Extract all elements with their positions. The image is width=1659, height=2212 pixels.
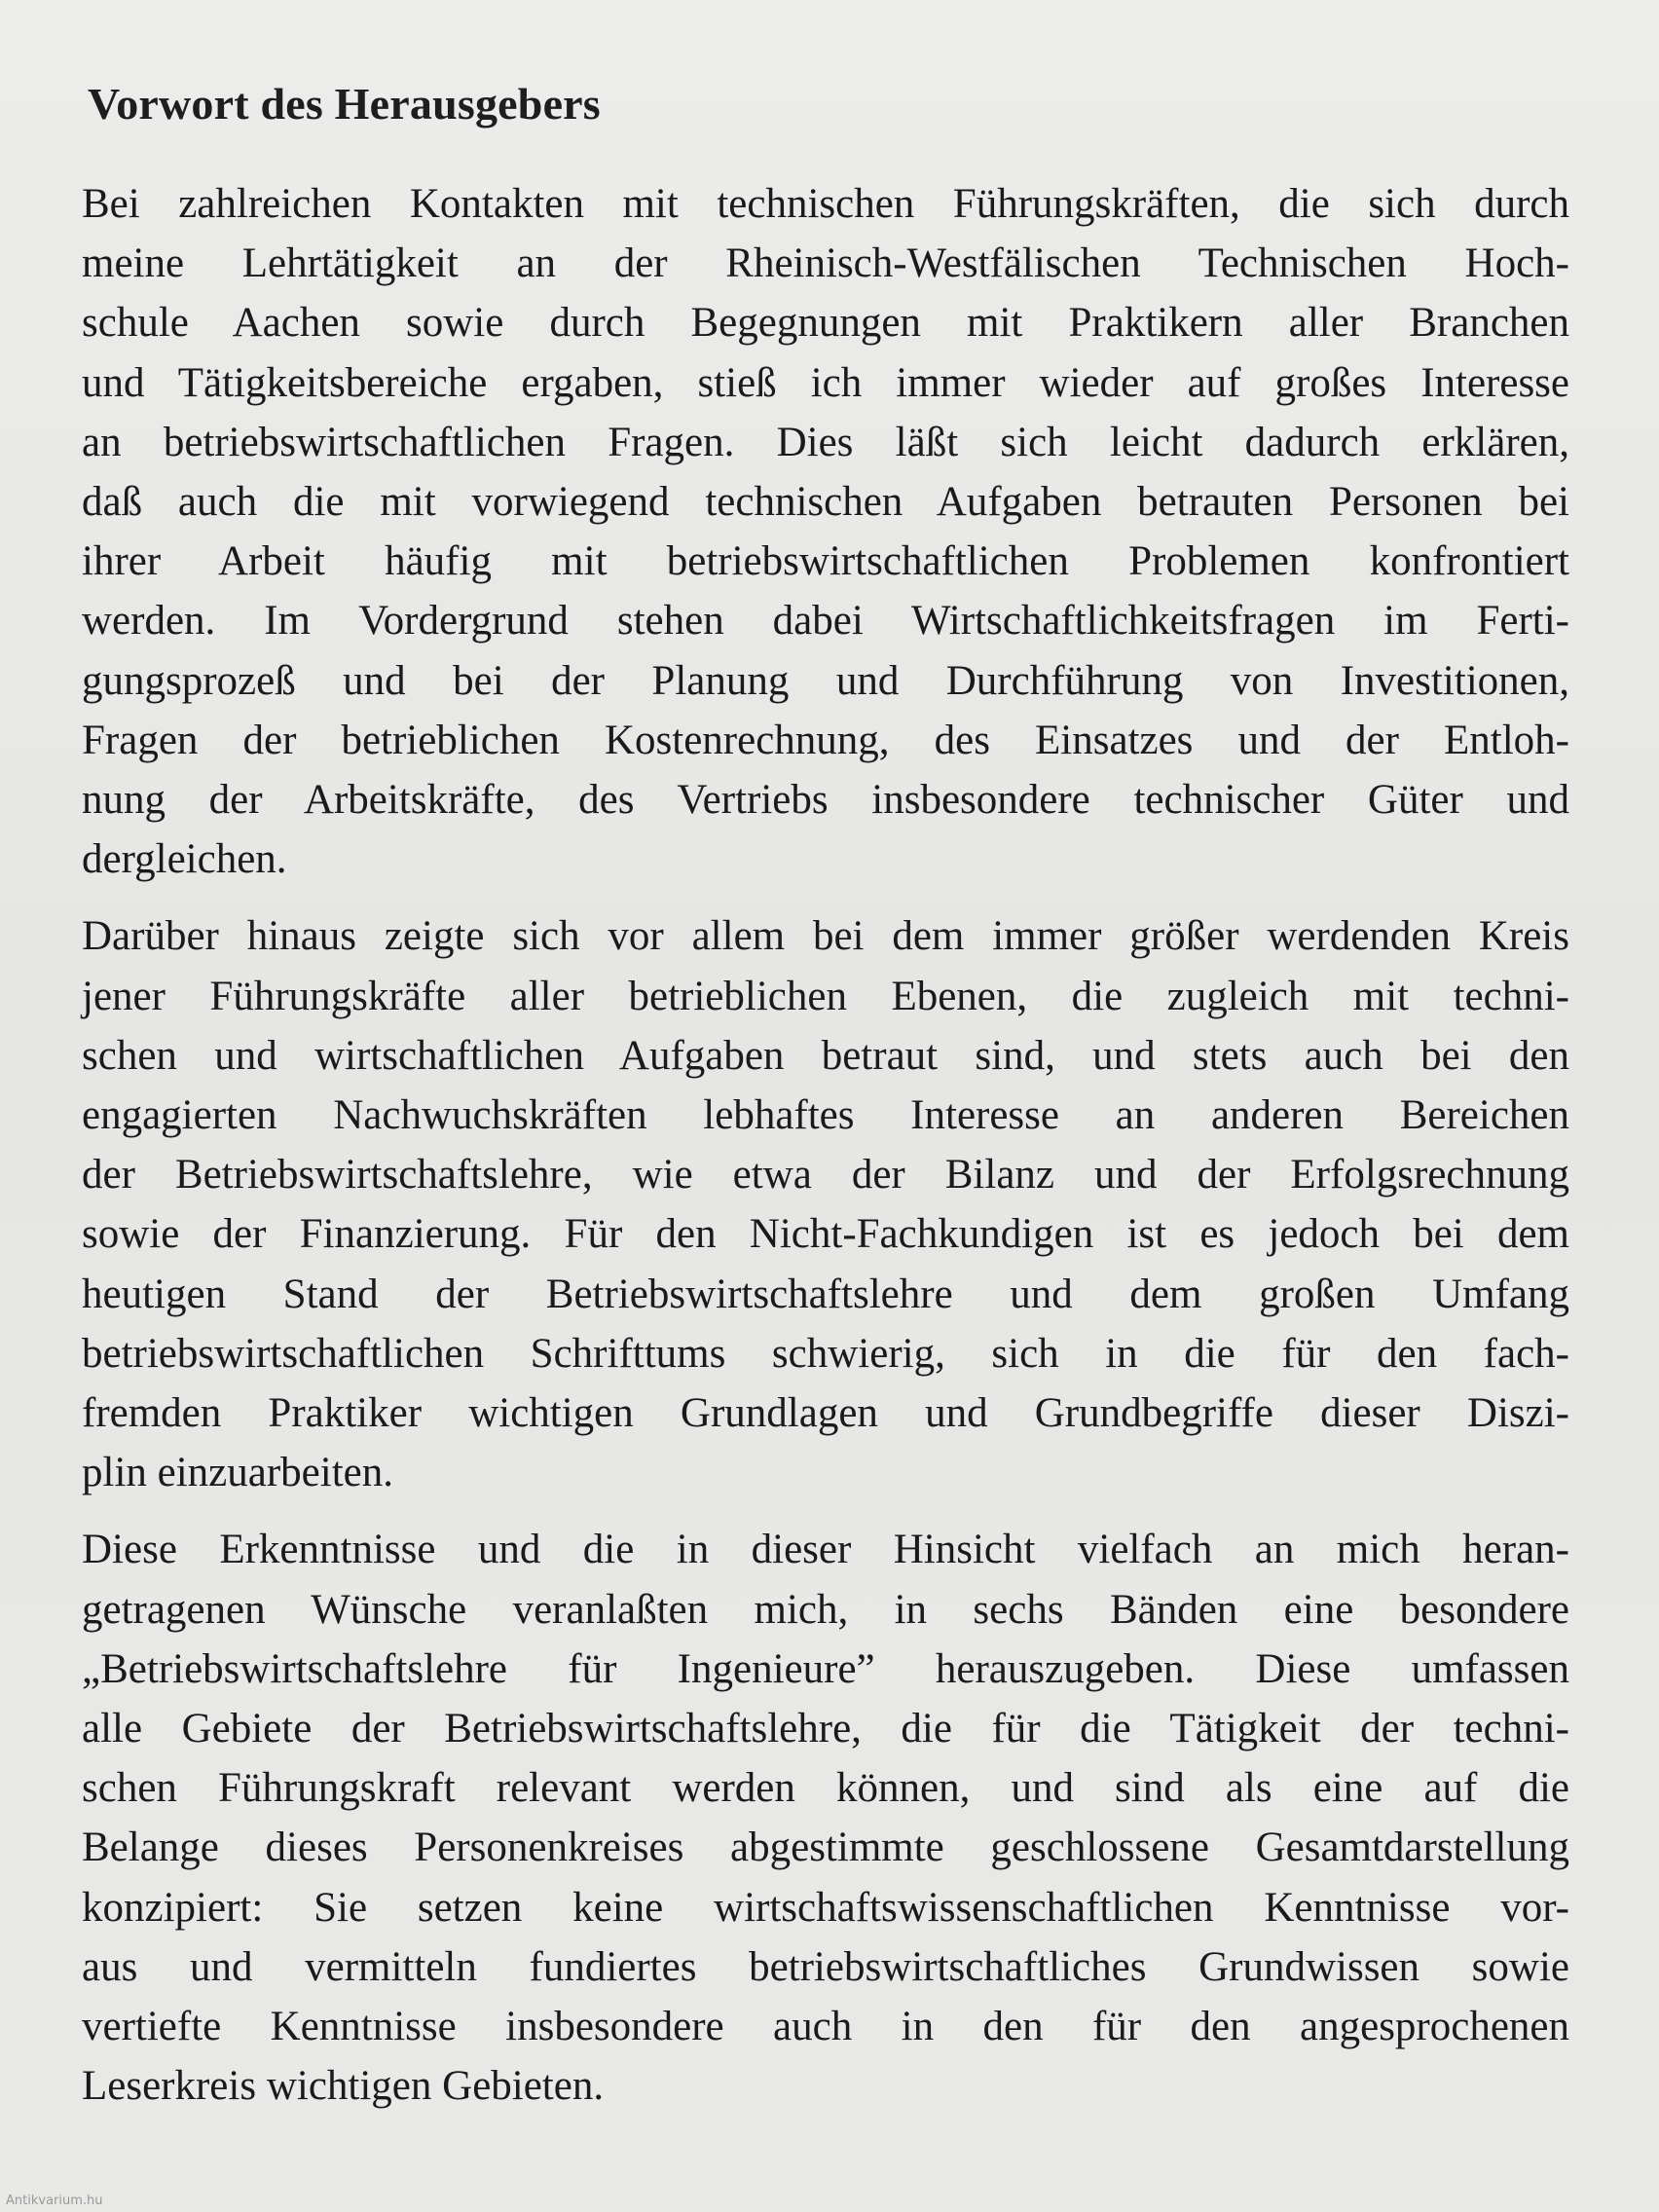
text-line: gungsprozeß und bei der Planung und Durchführung von Investitionen, — [82, 657, 1569, 704]
paragraph-1 — [82, 174, 1569, 889]
text-line: betriebswirtschaftlichen Schrifttums schwierig, sich in die für den fach- — [82, 1330, 1569, 1377]
text-line: dergleichen. — [82, 836, 287, 883]
page-title: Vorwort des Herausgebers — [88, 79, 601, 129]
text-line: Leserkreis wichtigen Gebieten. — [82, 2063, 605, 2110]
text-line: und Tätigkeitsbereiche ergaben, stieß ich immer wieder auf großes Interesse — [82, 359, 1569, 406]
text-line: meine Lehrtätigkeit an der Rheinisch-Westfälischen Technischen Hoch- — [82, 240, 1569, 287]
text-line: an betriebswirtschaftlichen Fragen. Dies läßt sich leicht dadurch erklären, — [82, 419, 1569, 465]
text-line: engagierten Nachwuchskräften lebhaftes Interesse an anderen Bereichen — [82, 1092, 1569, 1139]
text-line: konzipiert: Sie setzen keine wirtschaftswissenschaftlichen Kenntnisse vor- — [82, 1884, 1569, 1931]
text-line: schen und wirtschaftlichen Aufgaben betraut sind, und stets auch bei den — [82, 1032, 1569, 1079]
text-line: schen Führungskraft relevant werden können, und sind als eine auf die — [82, 1765, 1569, 1812]
text-line: Bei zahlreichen Kontakten mit technischen Führungskräften, die sich durch — [82, 181, 1569, 227]
text-line: Fragen der betrieblichen Kostenrechnung, des Einsatzes und der Entloh- — [82, 717, 1569, 763]
text-line: Darüber hinaus zeigte sich vor allem bei dem immer größer werdenden Kreis — [82, 913, 1569, 960]
paragraph-2 — [82, 906, 1569, 1502]
text-line: fremden Praktiker wichtigen Grundlagen und Grundbegriffe dieser Diszi- — [82, 1390, 1569, 1437]
text-line: „Betriebswirtschaftslehre für Ingenieure” herauszugeben. Diese umfassen — [82, 1645, 1569, 1692]
watermark: Antikvarium.hu — [6, 2194, 103, 2208]
text-line: werden. Im Vordergrund stehen dabei Wirtschaftlichkeitsfragen im Ferti- — [82, 598, 1569, 645]
text-line: vertiefte Kenntnisse insbesondere auch in den für den angesprochenen — [82, 2004, 1569, 2050]
text-line: heutigen Stand der Betriebswirtschaftslehre und dem großen Umfang — [82, 1271, 1569, 1317]
text-line: sowie der Finanzierung. Für den Nicht-Fachkundigen ist es jedoch bei dem — [82, 1211, 1569, 1258]
paragraph-3 — [82, 1520, 1569, 2116]
text-line: alle Gebiete der Betriebswirtschaftslehre, die für die Tätigkeit der techni- — [82, 1706, 1569, 1752]
text-line: aus und vermitteln fundiertes betriebswirtschaftliches Grundwissen sowie — [82, 1943, 1569, 1990]
text-line: nung der Arbeitskräfte, des Vertriebs insbesondere technischer Güter und — [82, 777, 1569, 824]
text-line: plin einzuarbeiten. — [82, 1450, 393, 1496]
text-line: Belange dieses Personenkreises abgestimmte geschlossene Gesamtdarstellung — [82, 1825, 1569, 1871]
text-line: jener Führungskräfte aller betrieblichen Ebenen, die zugleich mit techni- — [82, 973, 1569, 1019]
text-line: Diese Erkenntnisse und die in dieser Hinsicht vielfach an mich heran- — [82, 1527, 1569, 1573]
text-line: getragenen Wünsche veranlaßten mich, in sechs Bänden eine besondere — [82, 1586, 1569, 1633]
text-line: schule Aachen sowie durch Begegnungen mit Praktikern aller Branchen — [82, 300, 1569, 347]
text-line: daß auch die mit vorwiegend technischen Aufgaben betrauten Personen bei — [82, 479, 1569, 526]
document-page — [82, 78, 1569, 2134]
text-line: der Betriebswirtschaftslehre, wie etwa der Bilanz und der Erfolgsrechnung — [82, 1152, 1569, 1198]
text-line: ihrer Arbeit häufig mit betriebswirtschaftlichen Problemen konfrontiert — [82, 538, 1569, 585]
